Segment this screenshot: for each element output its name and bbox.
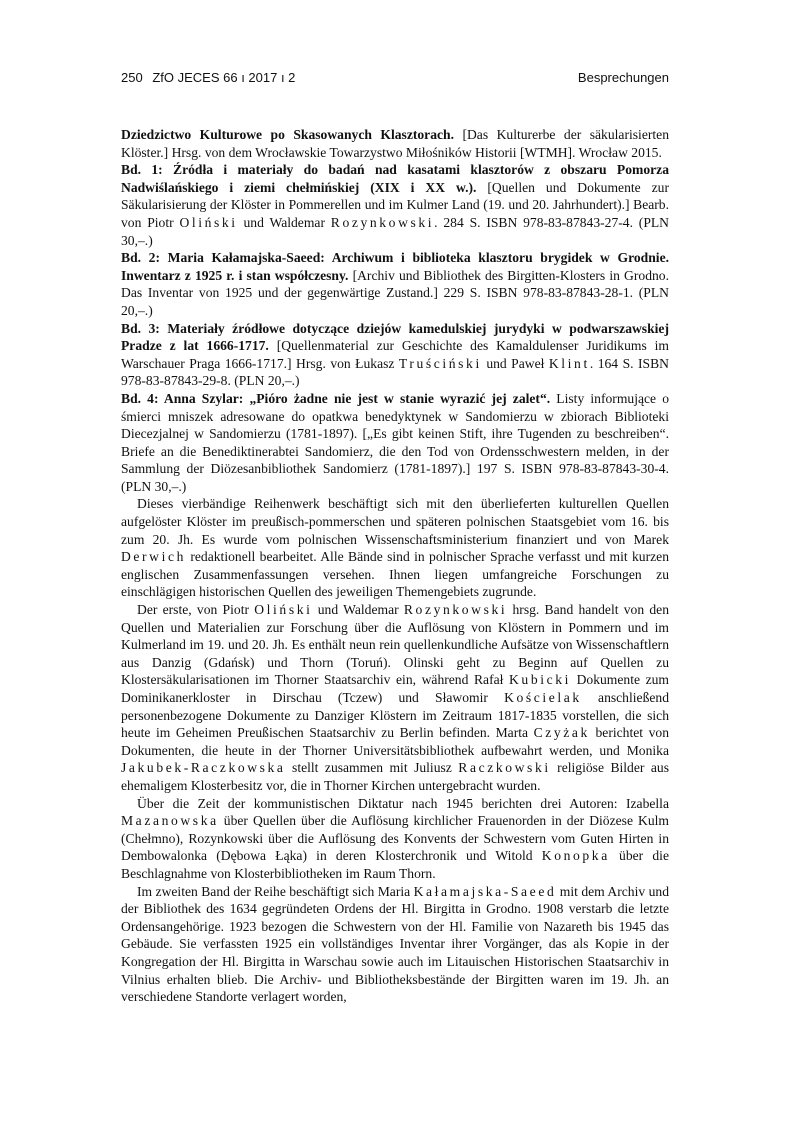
page — [121, 70, 669, 1006]
person-name: Jakubek-Raczkowska — [121, 760, 286, 776]
review-body — [121, 126, 669, 1006]
work-title: Dziedzictwo Kulturowe po Skasowanych Klasztorach. — [121, 127, 454, 142]
citation-heading — [121, 126, 669, 161]
person-name: Oliński — [254, 602, 313, 618]
person-name: Kościelak — [504, 690, 582, 705]
volume-4-entry: Bd. 4: Anna Szylar: „Pióro żadne nie jest w stanie wyrazić jej zalet“. Listy informujące o śmierci mniszek adresowane do opatkwa benedyktynek w Sandomierzu w zbiorach Biblioteki Diecezjalnej w Sandomierzu (1781-1897). [„Es gibt keinen Stift, ihre Tugenden zu beschreiben“. Briefe an die Benediktinerabtei Sandomierz, die den Tod von Ordensschwestern melden, in der Sammlung der Diözesanbibliothek Sandomierz (1781-1897).] 197 S. ISBN 978-83-87843-30-4. (PLN 30,–.) — [121, 390, 670, 494]
editor-name: Oliński — [179, 214, 238, 230]
person-name: Konopka — [541, 848, 610, 864]
person-name: Kubicki — [509, 672, 571, 688]
editor-name: Rozynkowski — [330, 214, 435, 230]
page-number: 250 — [121, 70, 143, 85]
person-name: Kałamajska-Saeed — [413, 883, 557, 899]
person-name: Raczkowski — [458, 760, 551, 776]
running-header — [121, 70, 669, 92]
paragraph: Dieses vierbändige Reihenwerk beschäftigt sich mit den überlieferten kulturellen Quellen aufgelöster Klöster im preußisch-pommerschen und späteren polnischen Staatsgebiet vom 16. bis zum 20. Jh. Es wurde vom polnischen Wissenschaftsministerium finanziert und von Marek Derwich redaktionell bearbeitet. Alle Bände sind in polnischer Sprache verfasst und mit kurzen englischen Zusammenfassungen versehen. Ihnen liegen umfangreiche Forschungen zu einschlägigen historischen Quellen des jeweiligen Themengebiets zugrunde. — [121, 496, 669, 600]
work-title-translation: [Das Kulturerbe der säkularisierten Klöster.] Hrsg. von dem Wrocławskie Towarzystwo Miłośników Historii [WTMH]. Wrocław 2015. — [121, 127, 669, 160]
volume-1-entry: Bd. 1: Źródła i materiały do badań nad kasatami klasztorów z obszaru Pomorza Nadwiślańskiego i ziemi chełmińskiej (XIX i XX w.). [Quellen und Dokumente zur Säkularisierung der Klöster in Pommerellen und im Kulmer Land (19. und 20. Jahrhundert).] Bearb. von Piotr Oliński und Waldemar Rozynkowski. 284 S. ISBN 978-83-87843-27-4. (PLN 30,–.) — [121, 162, 669, 248]
person-name: Rozynkowski — [403, 602, 508, 618]
volume-2-title: Bd. 2: Maria Kałamajska-Saeed: Archiwum i biblioteka klasztoru brygidek w Grodnie. Inwentarz z 1925 r. i stan współczesny. — [121, 250, 669, 283]
paragraph: Der erste, von Piotr Oliński und Waldemar Rozynkowski hrsg. Band handelt von den Quellen und Materialien zur Forschung über die Auflösung von Klöstern in Pommern und im Kulmerland im 19. und 20. Jh. Es enthält neun rein quellenkundliche Aufsätze von Wissenschaftlern aus Danzig (Gdańsk) und Thorn (Toruń). Olinski geht zu Beginn auf Quellen zu Klostersäkularisationen im Thorner Staatsarchiv ein, während Rafał Kubicki Dokumente zum Dominikanerkloster in Dirschau (Tczew) und Sławomir Kościelak anschließend personenbezogene Dokumente zu Danziger Klöstern im Zeitraum 1817-1835 vorstellen, die sich heute im Geheimen Preußischen Staatsarchiv zu Berlin befinden. Marta Czyżak berichtet von Dokumenten, die heute in der Thorner Universitätsbibliothek aufbewahrt werden, und Monika Jakubek-Raczkowska stellt zusammen mit Juliusz Raczkowski religiöse Bilder aus ehemaligem Klosterbesitz vor, die in Thorner Kirchen untergebracht wurden. — [121, 602, 670, 793]
header-left — [121, 70, 301, 85]
editor-name: Truściński — [398, 355, 482, 371]
paragraph: Über die Zeit der kommunistischen Diktatur nach 1945 berichten drei Autoren: Izabella Mazanowska über Quellen über die Auflösung kirchlicher Frauenorden in der Diözese Kulm (Chełmno), Rozynkowski über die Auflösung des Konvents der Schwestern vom Guten Hirten in Dembowalonka (Dębowa Łąka) in deren Klosterchronik und Witold Konopka über die Beschlagnahme von Klosterbibliotheken im Raum Thorn. — [121, 795, 669, 881]
volume-3-title: Bd. 3: Materiały źródłowe dotyczące dziejów kamedulskiej jurydyki w podwarszawskiej Pradze z lat 1666-1717. — [121, 320, 669, 354]
person-name: Derwich — [121, 549, 187, 565]
section-name: Besprechungen — [577, 70, 669, 85]
person-name: Mazanowska — [121, 813, 219, 829]
editor-name: Klint — [548, 355, 590, 371]
volume-3-entry: Bd. 3: Materiały źródłowe dotyczące dziejów kamedulskiej jurydyki w podwarszawskiej Pradze z lat 1666-1717. [Quellenmaterial zur Geschichte des Kamaldulenser Juridikums im Warschauer Praga 1666-1717.] Hrsg. von Łukasz Truściński und Paweł Klint. 164 S. ISBN 978-83-87843-29-8. (PLN 20,–.) — [121, 320, 669, 389]
paragraph: Im zweiten Band der Reihe beschäftigt sich Maria Kałamajska-Saeed mit dem Archiv und der Bibliothek des 1634 gegründeten Ordens der Hl. Birgitta in Grodno. 1908 verstarb die letzte Ordensangehörige. 1923 bezogen die Schwestern von der Hl. Familie von Nazareth bis 1945 das Gebäude. Sie verfassten 1925 ein vollständiges Inventar ihrer Vorgänger, das als Kopie in der Kongregation der Hl. Birgitta in Warschau sowie auch im Litauischen Historischen Staatsarchiv in Vilnius erhalten blieb. Die Archiv- und Bibliotheksbestände der Birgitten waren im 19. Jh. an verschiedene Standorte verlagert worden, — [121, 883, 669, 1005]
journal-name: ZfO JECES 66 ı 2017 ı 2 — [152, 70, 296, 85]
volume-2-entry: Bd. 2: Maria Kałamajska-Saeed: Archiwum i biblioteka klasztoru brygidek w Grodnie. Inwentarz z 1925 r. i stan współczesny. [Archiv und Bibliothek des Birgitten-Klosters in Grodno. Das Inventar von 1925 und der gegenwärtige Zustand.] 229 S. ISBN 978-83-87843-28-1. (PLN 20,–.) — [121, 250, 669, 318]
person-name: Czyżak — [533, 725, 590, 741]
volume-4-title: Bd. 4: Anna Szylar: „Pióro żadne nie jest w stanie wyrazić jej zalet“. — [121, 390, 551, 406]
volume-1-title: Bd. 1: Źródła i materiały do badań nad kasatami klasztorów z obszaru Pomorza Nadwiślańskiego i ziemi chełmińskiej (XIX i XX w.). — [121, 162, 669, 195]
